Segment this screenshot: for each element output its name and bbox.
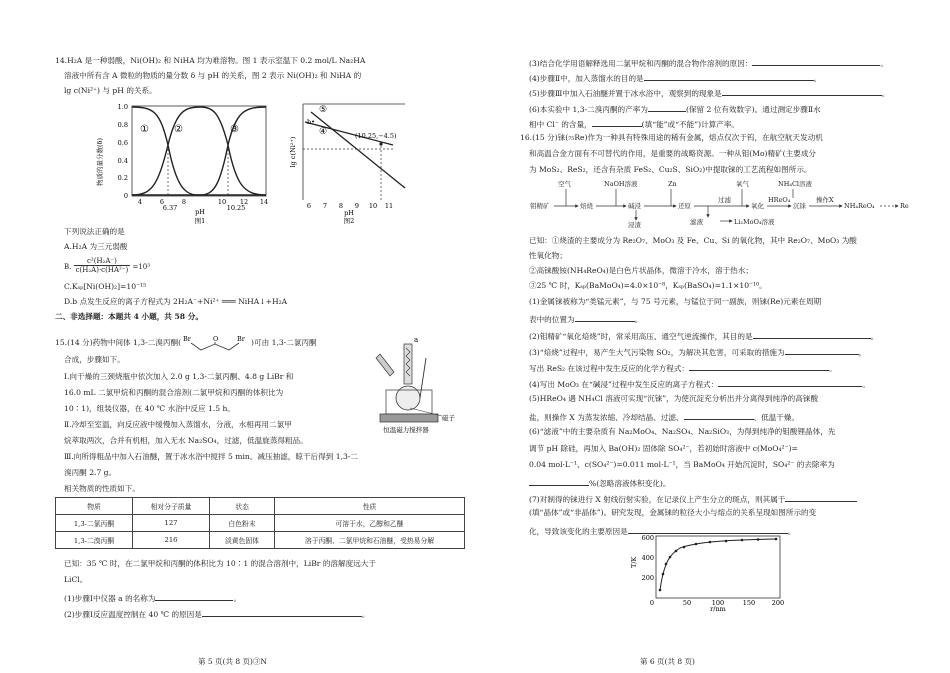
q16-known: 性氧化物； — [529, 251, 567, 260]
q15-line: 10∶1)，组装仪器，在 40 ℃ 水浴中反应 1.5 h。 — [64, 404, 235, 413]
answer-blank[interactable] — [722, 87, 882, 96]
flow-top-zn: Zn — [668, 180, 677, 188]
q14-prompt: 下列说法正确的是 — [64, 227, 125, 236]
q16-sub-3: (3)“焙烧”过程中，易产生大气污染物 SO₂，为解决其危害，可采取的措施为 ， — [529, 348, 867, 357]
answer-blank[interactable] — [684, 411, 754, 420]
q15-line: 烷萃取两次，合并有机相，加入无水 Na₂SO₄，过滤，低温旋蒸得粗品。 — [64, 436, 308, 445]
melting-chart-ytick: 600 — [641, 534, 654, 542]
q16-sub-1-cont: 表中的位置为 。 — [529, 315, 643, 324]
q16-intro: 为 MoS₂、ReS₂，还含有杂质 FeS₂、Cu₂S、SiO₂)中提取铼的工艺流程如图所示。 — [529, 165, 812, 174]
q14-figure-2 — [285, 100, 465, 225]
q15-intro-start: 15.(14 分)药物中间体 1,3-二溴丙酮( — [55, 338, 182, 347]
q16-melting-chart — [630, 532, 800, 612]
q15-known: 已知：35 ℃ 时，在二氯甲烷和丙酮的体积比为 10∶1 的混合溶剂中，LiBr 的溶解度远大于 — [64, 559, 376, 568]
q16-known: ③25 ℃ 时，Kₛₚ(BaMoO₄)=4.0×10⁻⁸，Kₛₚ(BaSO₄)=1.1×10⁻¹⁰。 — [529, 281, 767, 290]
q16-intro: 和高温合金方面有不可替代的作用，是重要的战略资源。一种从钼(Mo)精矿(主要成分 — [529, 149, 817, 158]
q15-known: LiCl。 — [64, 575, 88, 584]
table-cell: 127 — [133, 515, 210, 532]
fig1-xtick: 8 — [181, 198, 187, 206]
fig1-curve-3 — [132, 107, 266, 195]
q15-line: Ⅲ.向所得粗品中加入石油醚，置于冰水浴中搅拌 5 min。减压抽滤，晾干后得到 1,3-二 — [64, 452, 358, 461]
q14-option-b — [64, 258, 150, 274]
q16-sub-7-cont: 化，导致该变化的主要原因是 。 — [529, 527, 796, 536]
fig1-curve-label: ① — [140, 124, 149, 135]
thermometer — [420, 358, 426, 398]
fig1-curve-1 — [132, 107, 266, 195]
q16-known: 已知：①烧渣的主要成分为 Re₂O₇、MoO₃ 及 Fe、Cu、Si 的氧化物，其中 Re₂O₇、MoO₃ 为酸 — [529, 236, 857, 245]
option-b-fraction — [74, 258, 131, 274]
fig2-line-5 — [311, 112, 405, 188]
fig1-xtick: 14 — [259, 198, 269, 206]
flow-node-leach: 碱浸 — [628, 202, 641, 210]
fig1-ytick: 0.6 — [117, 139, 128, 147]
flow-node-filter: 过滤 — [718, 196, 731, 204]
fig1-ytick: 0.2 — [117, 174, 128, 182]
q16-sub-6-text: %(忽略溶液体积变化)。 — [589, 479, 671, 488]
q16-sub-1-text: 表中的位置为 — [529, 315, 575, 324]
melting-chart-xtick: 50 — [682, 599, 692, 607]
answer-blank[interactable] — [592, 118, 642, 127]
flask — [396, 386, 420, 410]
q15-sub-6-text: (保留 2 位有效数字)。通过测定步骤Ⅱ水 — [685, 105, 821, 114]
q16-sub-4-text: (4)写出 MoO₃ 在“碱浸”过程中发生反应的离子方程式： — [529, 380, 719, 389]
fig1-curve-label: ② — [174, 124, 183, 135]
fig1-ytick: 0.4 — [117, 157, 128, 165]
properties-table — [55, 497, 465, 549]
q15-line: 溴丙酮 2.7 g。 — [64, 468, 117, 477]
fig2-point — [379, 142, 382, 145]
apparatus-label-magnet: 磁子 — [442, 414, 455, 422]
flow-node-reduce: 还原 — [678, 202, 691, 210]
table-header: 状态 — [210, 498, 275, 515]
fig2-xtick: 8 — [338, 202, 344, 210]
flow-bottom-filtrate: 滤液 — [690, 218, 703, 226]
q15-sub-6 — [529, 103, 821, 114]
melting-chart-xtick: 0 — [649, 599, 655, 607]
melting-chart-ylabel: T/K — [630, 556, 638, 568]
q15-sub-5-text: (5)步骤Ⅲ中加入石油醚并置于冰水浴中，观察到的现象是 — [529, 89, 722, 98]
q15-sub-2: (2)步骤Ⅰ反应温度控制在 40 ℃ 的原因是 。 — [64, 610, 370, 619]
q15-line: 相关物质的性质如下。 — [64, 484, 140, 493]
q16-sub-5-cont — [529, 411, 799, 422]
q15-line: Ⅱ.冷却至室温，向反应液中缓慢加入蒸馏水，分液，水相再用二氯甲 — [64, 420, 292, 429]
q16-sub-6: (6)“滤液”中的主要杂质有 Na₂MoO₄、Na₂SO₄、Na₂SiO₃，为得到纯净的钼酸锂晶体，先 — [529, 427, 836, 436]
table-header-row — [56, 498, 465, 515]
melting-chart-ytick: 200 — [641, 574, 654, 582]
table-cell: 1,3-二溴丙酮 — [56, 532, 133, 549]
dibromoacetone-structure — [181, 333, 251, 353]
fig1-ytick: 0 — [123, 192, 128, 200]
fig2-point-b: b• — [307, 118, 315, 126]
q15-sub-1: (1)步骤Ⅰ中仪器 a 的名称为 。 — [64, 594, 242, 603]
apparatus-label-a: a — [414, 336, 419, 344]
flow-top-hreo4: HReO₄ — [768, 196, 791, 204]
table-cell: 白色粉末 — [210, 515, 275, 532]
q16-sub-2-text: (2)钼精矿“氧化焙烧”时，常采用高压、通空气逆流操作，其目的是 — [529, 332, 753, 341]
q16-sub-6-end — [529, 477, 670, 488]
table-cell: 可溶于水，乙醇和乙醚 — [275, 515, 465, 532]
q16-known: ②高铼酸铵(NH₄ReO₄)是白色片状晶体，微溶于冷水，溶于热水； — [529, 266, 753, 275]
q16-sub-7 — [529, 493, 857, 504]
q14-line-1: 14.H₂A 是一种弱酸，Ni(OH)₂ 和 NiHA 均为难溶物。图 1 表示室温下 0.2 mol/L Na₂HA — [55, 56, 366, 65]
q16-sub-5-text: 盐，则操作 X 为蒸发浓缩、冷却结晶、过滤、 — [529, 413, 684, 422]
table-cell: 溶于丙酮、二氯甲烷和石油醚，受热易分解 — [275, 532, 465, 549]
answer-blank[interactable] — [785, 493, 857, 502]
addition-funnel — [376, 354, 394, 376]
flow-node-opx: 操作X — [816, 196, 834, 204]
q16-sub-3-text: 写出 ReS₂ 在该过程中发生反应的化学方程式： — [529, 364, 689, 373]
fig2-xtick: 6 — [306, 202, 312, 210]
q16-intro: 16.(15 分)铼(₇₅Re)作为一种具有特殊用途的稀有金属，熔点仅次于钨，在航空航天发动机 — [520, 133, 823, 142]
answer-blank[interactable] — [529, 477, 589, 486]
flow-top-naoh: NaOH溶液 — [604, 180, 638, 188]
q15-sub-4-text: (4)步骤Ⅱ中，加入蒸馏水的目的是 — [529, 74, 644, 83]
answer-blank[interactable] — [752, 57, 880, 66]
fig1-xtick: 12 — [239, 198, 249, 206]
fig2-xtick: 9 — [354, 202, 360, 210]
fig1-xlabel: pH — [195, 208, 205, 216]
fig2-caption: 图2 — [343, 217, 355, 225]
flow-top-nh4cl: NH₄Cl溶液 — [778, 180, 813, 188]
fig2-xtick: 11 — [384, 202, 394, 210]
flow-node-product: NH₄ReO₄ — [844, 202, 875, 210]
table-cell: 216 — [133, 532, 210, 549]
q16-sub-2: (2)钼精矿“氧化焙烧”时，常采用高压、通空气逆流操作，其目的是 。 — [529, 332, 879, 341]
q15-intro-end: )可由 1,3-二氯丙酮 — [251, 338, 317, 347]
q15-sub-2-text: (2)步骤Ⅰ反应温度控制在 40 ℃ 的原因是 — [64, 610, 202, 619]
melting-chart-ytick: 400 — [641, 554, 654, 562]
fig1-caption: 图1 — [194, 217, 206, 225]
structure-bonds — [191, 343, 239, 350]
q16-sub-6-cont: 0.04 mol·L⁻¹、c(SO₄²⁻)=0.011 mol·L⁻¹，当 BaMoO₄ 开始沉淀时，SO₄²⁻ 的去除率为 — [529, 460, 835, 469]
melting-chart-curve — [660, 539, 776, 590]
answer-blank[interactable] — [648, 103, 686, 112]
q15-sub-6-text: 相中 Cl⁻ 的含量， — [529, 120, 592, 129]
option-b-value: =10³ — [132, 263, 151, 271]
q15-sub-6-text: (填“能”或“不能”)计算产率。 — [641, 120, 740, 129]
table-row — [56, 532, 465, 549]
q15-sub-4: (4)步骤Ⅱ中，加入蒸馏水的目的是 。 — [529, 74, 822, 83]
option-b-denominator: c(H₂A)·c(HA²⁻) — [75, 266, 129, 274]
fig1-ytick: 1.0 — [117, 103, 128, 111]
answer-blank[interactable] — [155, 592, 233, 601]
fig1-ytick: 0.8 — [117, 121, 128, 129]
q16-sub-1: (1)金属铼被称为“类锰元素”，与 75 号元素，与锰位于同一副族，则铼(Re)元素在周期 — [529, 297, 822, 306]
answer-blank[interactable] — [785, 346, 859, 355]
q15-sub-1-text: (1)步骤Ⅰ中仪器 a 的名称为 — [64, 594, 156, 603]
q16-sub-3-cont: 写出 ReS₂ 在该过程中发生反应的化学方程式： 。 — [529, 364, 837, 373]
q15-sub-3-text: (3)结合化学用语解释选用二氯甲烷和丙酮的混合物作溶剂的原因： — [529, 59, 753, 68]
answer-blank[interactable] — [689, 362, 829, 371]
fig2-xtick: 7 — [322, 202, 328, 210]
fig2-xtick: 10 — [368, 202, 378, 210]
flow-node-precip: 沉铼 — [793, 202, 806, 210]
structure-br-left: Br — [183, 335, 191, 343]
q15-sub-6-text: (6)本实验中 1,3-二溴丙酮的产率为 — [529, 105, 648, 114]
structure-br-right: Br — [237, 335, 245, 343]
melting-chart-xtick: 150 — [742, 599, 756, 607]
fig1-special-tick: 10.25 — [226, 204, 246, 212]
q16-sub-3-text: (3)“焙烧”过程中，易产生大气污染物 SO₂，为解决其危害，可采取的措施为 — [529, 348, 785, 357]
q15-sub-3: (3)结合化学用语解释选用二氯甲烷和丙酮的混合物作溶剂的原因： 。 — [529, 59, 888, 68]
flow-node-oxid: 氧化 — [751, 202, 764, 210]
q14-option-a: A.H₂A 为三元弱酸 — [64, 242, 128, 251]
fig2-xlabel: pH — [344, 209, 354, 217]
answer-blank[interactable] — [644, 72, 814, 81]
melting-chart-xtick: 200 — [771, 599, 785, 607]
table-header: 物质 — [56, 498, 133, 515]
fig2-point-label: (10.25,−4.5) — [355, 132, 397, 140]
flow-node-roast: 焙烧 — [580, 202, 593, 210]
answer-blank[interactable] — [202, 608, 362, 617]
q16-sub-7-text: 化，导致该变化的主要原因是 — [529, 527, 628, 536]
left-footer: 第 5 页(共 8 页)③N — [198, 657, 267, 666]
q16-sub-5-text: 、低温干燥。 — [753, 413, 800, 422]
q16-sub-4: (4)写出 MoO₃ 在“碱浸”过程中发生反应的离子方程式： 。 — [529, 380, 870, 389]
melting-chart-xlabel: r/nm — [710, 605, 726, 612]
q14-line-3: lg c(Ni²⁺) 与 pH 的关系。 — [64, 86, 157, 95]
q15-sub-6-cont — [529, 118, 739, 129]
melting-chart-xtick: 100 — [711, 599, 725, 607]
q15-line: 16.0 mL 二氯甲烷和丙酮的混合溶剂(二氯甲烷和丙酮的体积比为 — [64, 388, 284, 397]
flow-bottom-leach-residue: 浸渣 — [628, 221, 641, 229]
flow-node-re: Re — [900, 202, 909, 210]
table-row — [56, 515, 465, 532]
section-2-title: 二、非选择题：本题共 4 小题，共 58 分。 — [55, 312, 203, 321]
answer-blank[interactable] — [718, 378, 862, 387]
fig1-xtick: 6 — [159, 198, 165, 206]
fig2-ylabel: lg c(Ni²⁺) — [289, 136, 297, 168]
fig1-ylabel: 物质的量分数(δ) — [96, 138, 104, 186]
q15-line: Ⅰ.向干燥的三颈烧瓶中依次加入 2.0 g 1,3-二氯丙酮、4.8 g LiBr 和 — [64, 372, 294, 381]
stirrer-base — [380, 414, 438, 422]
flow-top-o2: 氧气 — [736, 180, 749, 188]
fig1-curve-label: ③ — [230, 124, 239, 135]
q15-line: 合成，步骤如下。 — [64, 355, 125, 364]
table-cell: 淡黄色固体 — [210, 532, 275, 549]
fig1-xtick: 10 — [217, 198, 227, 206]
right-footer: 第 6 页(共 8 页) — [640, 657, 695, 666]
q14-option-d: D.b 点发生反应的离子方程式为 2H₂A⁻+Ni²⁺ ═══ NiHA↓+H₂A — [64, 297, 288, 306]
q14-option-c: C.Kₛₚ[Ni(OH)₂]=10⁻¹⁵ — [64, 282, 147, 291]
flow-node-start: 钼精矿 — [530, 202, 550, 210]
fig1-curve-2 — [132, 107, 266, 195]
fig1-special-tick: 6.37 — [162, 204, 178, 212]
fig2-line-label: ⑤ — [319, 105, 328, 115]
fig1-frame — [132, 106, 266, 196]
q14-figure-1 — [88, 100, 278, 225]
answer-blank[interactable] — [575, 313, 635, 322]
option-b-prefix: B. — [64, 263, 72, 271]
table-cell: 1,3-二氯丙酮 — [56, 515, 133, 532]
q16-sub-6-cont: 调节 pH 除硅，再加入 Ba(OH)₂ 固体除 SO₄²⁻，若初始时溶液中 c(MoO₄²⁻)= — [529, 444, 798, 453]
q14-line-2: 溶液中所有含 A 微粒的物质的量分数 δ 与 pH 的关系，图 2 表示 Ni(OH)₂ 和 NiHA 的 — [64, 71, 362, 80]
q15-apparatus — [350, 332, 470, 437]
q15-intro — [55, 333, 317, 353]
q16-flowchart — [528, 180, 918, 232]
q16-sub-7-cont: (填“晶体”或“非晶体”)。研究发现，金属铼的粒径大小与熔点的关系呈现如图所示的变 — [529, 508, 817, 517]
structure-o: O — [213, 335, 219, 343]
q16-sub-7-text: (7)对制得的铼进行 X 射线衍射实验，在记录仪上产生分立的斑点，则其属于 — [529, 495, 786, 504]
melting-chart-frame — [656, 536, 780, 598]
apparatus-caption: 恒温磁力搅拌器 — [383, 426, 429, 434]
answer-blank[interactable] — [753, 330, 871, 339]
q15-sub-5: (5)步骤Ⅲ中加入石油醚并置于冰水浴中，观察到的现象是 。 — [529, 89, 890, 98]
fig1-xtick: 4 — [137, 198, 143, 206]
table-header: 性质 — [275, 498, 465, 515]
table-header: 相对分子质量 — [133, 498, 210, 515]
option-b-numerator: c²(H₂A⁻) — [74, 258, 131, 266]
flow-top-air: 空气 — [558, 180, 571, 188]
flow-bottom-limoo4: Li₂MoO₄溶液 — [734, 218, 775, 226]
fig2-line-label: ④ — [319, 127, 328, 137]
q16-sub-5: (5)HReO₄ 遇 NH₄Cl 溶液可实现“沉铼”，为使沉淀充分析出并分离得到纯净的高铼酸 — [529, 394, 819, 403]
